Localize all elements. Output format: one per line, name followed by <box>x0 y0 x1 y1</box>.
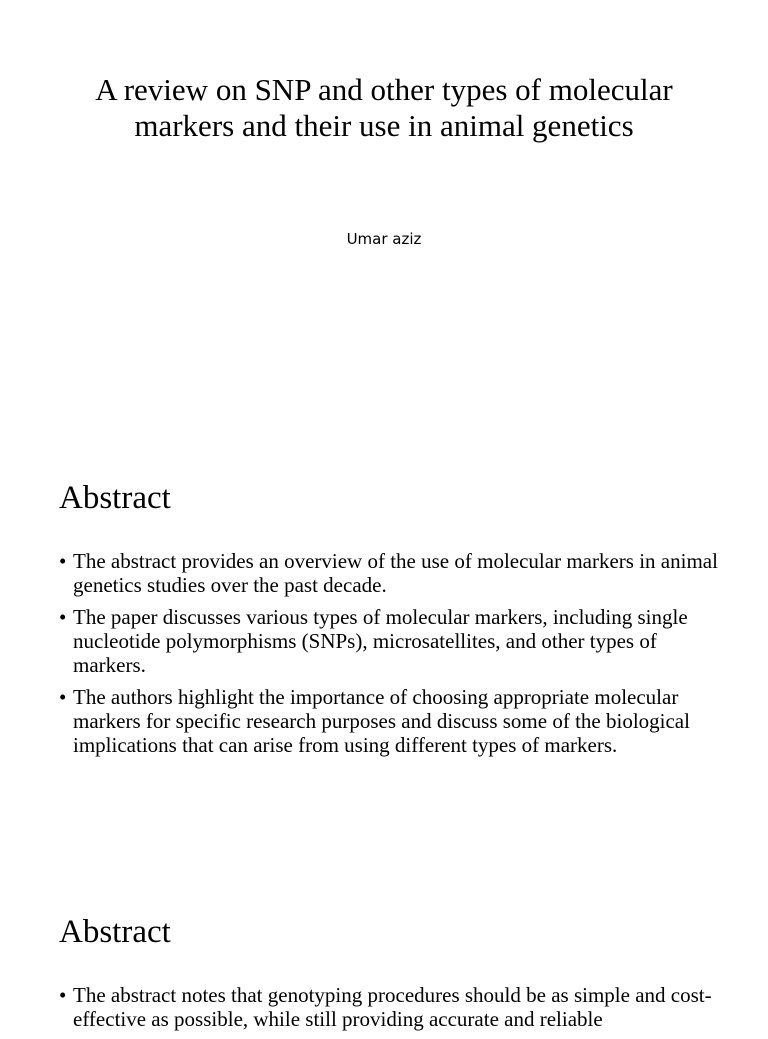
bullet-icon: • <box>59 549 67 573</box>
bullet-icon: • <box>59 983 67 1007</box>
bullet-item <box>59 685 719 757</box>
abstract-slide <box>0 434 768 868</box>
bullet-icon: • <box>59 605 67 629</box>
presentation-title: A review on SNP and other types of molecular markers and their use in animal genetics <box>95 72 673 143</box>
title-slide <box>0 0 768 434</box>
abstract-slide-continued <box>0 868 768 1031</box>
bullet-list <box>59 983 719 1039</box>
author-name: Umar aziz <box>346 230 422 248</box>
bullet-icon: • <box>59 685 67 709</box>
bullet-text: The abstract provides an overview of the use of molecular markers in animal genetics studies over the past decade. <box>73 549 718 597</box>
bullet-item <box>59 605 719 677</box>
slide-heading: Abstract <box>59 914 171 950</box>
bullet-text: The paper discusses various types of molecular markers, including single nucleotide polymorphisms (SNPs), microsatellites, and other types of markers. <box>73 605 688 677</box>
bullet-list <box>59 549 719 765</box>
slide-heading: Abstract <box>59 480 171 516</box>
bullet-text: The abstract notes that genotyping procedures should be as simple and cost-effective as possible, while still providing accurate and reliable <box>73 983 712 1031</box>
bullet-item <box>59 549 719 597</box>
bullet-text: The authors highlight the importance of choosing appropriate molecular markers for specific research purposes and discuss some of the biological implications that can arise from using different types of markers. <box>73 685 690 757</box>
